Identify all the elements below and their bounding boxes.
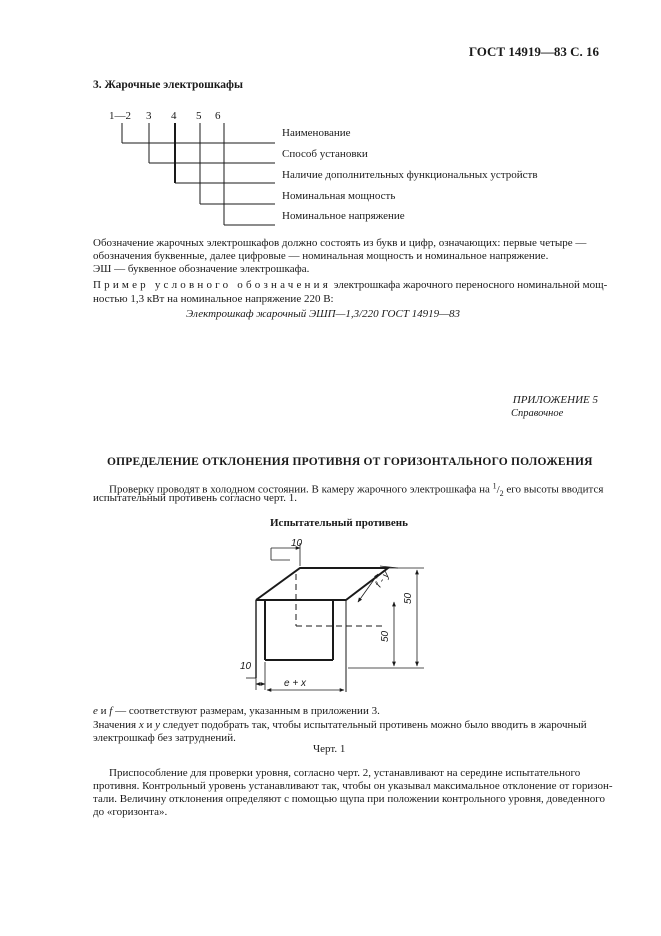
code-position-4: 4	[171, 110, 177, 122]
section-title: 3. Жарочные электрошкафы	[93, 79, 243, 91]
dim-label-right-50-inner: 50	[380, 630, 391, 642]
paragraph-designation-line2: обозначения буквенные, далее цифровые — номинальная мощность и номинальное напряжение.	[93, 250, 549, 262]
scheme-label-installation: Способ установки	[282, 148, 368, 160]
note-e-symbol: e	[93, 705, 98, 717]
final-paragraph-line2: противня. Контрольный уровень устанавливают так, чтобы он указывал максимальное отклонение от горизон-	[93, 780, 613, 792]
fraction-numerator: 1	[492, 481, 497, 490]
example-designation: Электрошкаф жарочный ЭШП—1,3/220 ГОСТ 14919—83	[186, 308, 460, 320]
intro-line2: испытательный противень согласно черт. 1.	[93, 492, 298, 504]
final-paragraph-line3: тали. Величину отклонения определяют с помощью щупа при положении контрольного уровня, доведенного	[93, 793, 605, 805]
code-position-6: 6	[215, 110, 221, 122]
figure-title: Испытательный противень	[270, 517, 408, 529]
note-f-symbol: f	[109, 705, 113, 717]
code-position-5: 5	[196, 110, 202, 122]
dim-label-f-minus-y: f - y	[373, 569, 393, 590]
code-position-3: 3	[146, 110, 152, 122]
note-x-y-a: Значения	[93, 719, 139, 731]
scheme-label-voltage: Номинальное напряжение	[282, 210, 405, 222]
fraction-denominator: 2	[499, 488, 504, 498]
intro-text-a: Проверку проводят в холодном состоянии. В камеру жарочного электрошкафа на	[109, 483, 490, 496]
final-paragraph-line1: Приспособление для проверки уровня, согласно черт. 2, устанавливают на середине испытательного	[109, 767, 581, 779]
scheme-label-power: Номинальная мощность	[282, 190, 396, 202]
note-x-y-line2: электрошкаф без затруднений.	[93, 732, 236, 744]
final-paragraph-line4: до «горизонта».	[93, 806, 168, 818]
dim-label-right-50-outer: 50	[403, 592, 414, 604]
note-e-f-and: и	[97, 705, 110, 717]
paragraph-esh: ЭШ — буквенное обозначение электрошкафа.	[93, 263, 310, 275]
dim-label-left-10: 10	[240, 661, 252, 672]
scheme-label-name: Наименование	[282, 127, 351, 139]
intro-text-b: его высоты вводится	[506, 483, 604, 496]
dim-label-e-plus-x: e + x	[284, 678, 306, 689]
note-x-symbol: x	[138, 719, 144, 731]
example-text: электрошкафа жарочного переносного номинальной мощ-	[333, 279, 608, 291]
note-e-f-text: — соответствуют размерам, указанным в приложении 3.	[112, 705, 380, 717]
example-line2: ностью 1,3 кВт на номинальное напряжение 220 В:	[93, 293, 334, 305]
note-x-y-c: следует подобрать так, чтобы испытательный противень можно было вводить в жарочный	[160, 719, 587, 731]
page-header: ГОСТ 14919—83 С. 16	[468, 44, 599, 59]
intro-fraction: $^1/_2$	[492, 481, 504, 498]
figure-caption: Черт. 1	[313, 743, 346, 755]
code-position-1-2: 1—2	[109, 110, 131, 122]
paragraph-designation-line1: Обозначение жарочных электрошкафов должно состоять из букв и цифр, означающих: первые четыре —	[93, 237, 587, 249]
appendix-title: ОПРЕДЕЛЕНИЕ ОТКЛОНЕНИЯ ПРОТИВНЯ ОТ ГОРИЗОНТАЛЬНОГО ПОЛОЖЕНИЯ	[107, 456, 593, 468]
appendix-label: ПРИЛОЖЕНИЕ 5	[512, 394, 598, 406]
note-y-symbol: y	[155, 719, 161, 731]
note-e-f	[93, 705, 380, 719]
note-x-y-b: и	[143, 719, 156, 731]
scheme-label-functions: Наличие дополнительных функциональных устройств	[282, 169, 538, 181]
example-spaced-label: Пример условного обозначения	[93, 279, 331, 291]
appendix-sublabel: Справочное	[511, 408, 564, 419]
dim-label-top-10: 10	[291, 538, 303, 549]
note-x-y-line1	[93, 719, 587, 733]
